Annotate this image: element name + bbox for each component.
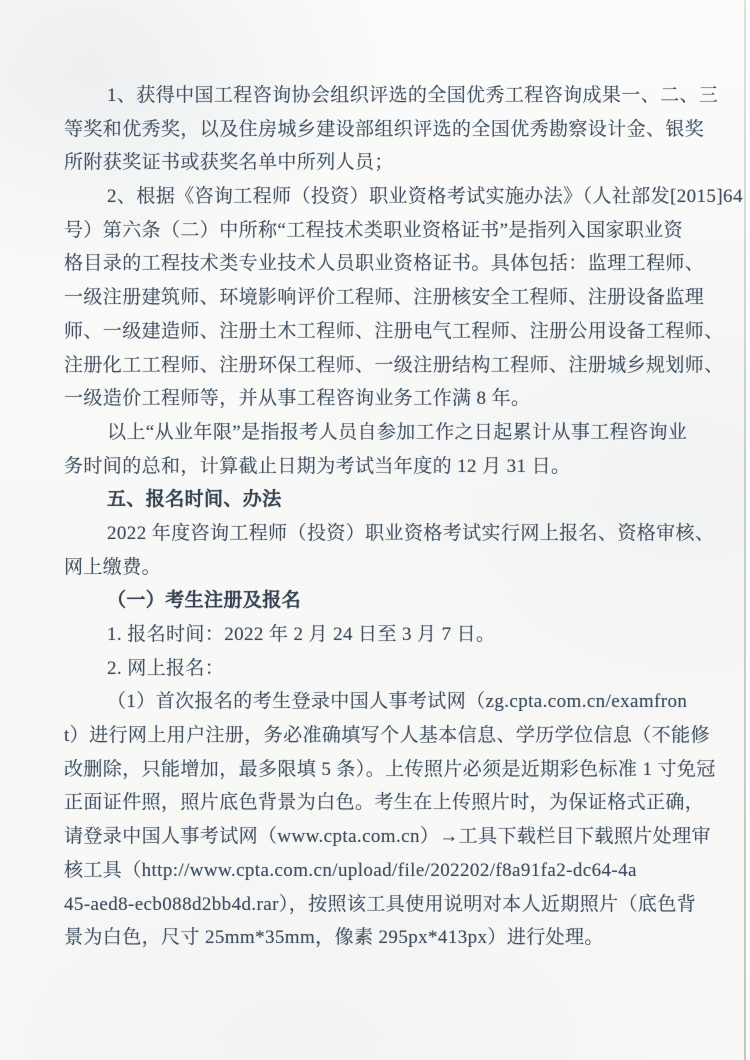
text-line: 改删除，只能增加，最多限填 5 条）。上传照片必须是近期彩色标准 1 寸免冠	[64, 758, 716, 780]
text-line: 2、根据《咨询工程师（投资）职业资格考试实施办法》（人社部发[2015]64	[107, 186, 743, 208]
scan-edge-strip	[746, 0, 750, 1060]
text-line: 请登录中国人事考试网（www.cpta.com.cn）→工具下载栏目下载照片处理审	[64, 826, 711, 848]
text-line: 师、一级建造师、注册土木工程师、注册电气工程师、注册公用设备工程师、	[64, 320, 724, 342]
text-line: 一级注册建筑师、环境影响评价工程师、注册核安全工程师、注册设备监理	[64, 287, 705, 309]
text-line: 1. 报名时间：2022 年 2 月 24 日至 3 月 7 日。	[107, 624, 496, 645]
document-text-block	[64, 79, 743, 955]
text-line: 正面证件照，照片底色背景为白色。考生在上传照片时，为保证格式正确，	[64, 792, 705, 814]
text-line: 务时间的总和，计算截止日期为考试当年度的 12 月 31 日。	[64, 455, 571, 477]
text-line: 等奖和优秀奖，以及住房城乡建设部组织评选的全国优秀勘察设计金、银奖	[64, 118, 705, 140]
text-line: 1、获得中国工程咨询协会组织评选的全国优秀工程咨询成果一、二、三	[107, 85, 719, 106]
text-line: 格目录的工程技术类专业技术人员职业资格证书。具体包括：监理工程师、	[64, 253, 705, 275]
text-line: 2022 年度咨询工程师（投资）职业资格考试实行网上报名、资格审核、	[107, 522, 715, 544]
text-line: t）进行网上用户注册，务必准确填写个人基本信息、学历学位信息（不能修	[64, 725, 710, 747]
text-line: 所附获奖证书或获奖名单中所列人员；	[64, 152, 394, 174]
text-line: （1）首次报名的考生登录中国人事考试网（zg.cpta.com.cn/examfron	[107, 691, 688, 713]
scan-edge-artifact	[744, 0, 746, 1060]
text-line: 以上“从业年限”是指报考人员自参加工作之日起累计从事工程咨询业	[107, 421, 688, 443]
heading-line: 五、报名时间、办法	[107, 489, 282, 511]
text-line: 号）第六条（二）中所称“工程技术类职业资格证书”是指列入国家职业资	[64, 219, 684, 241]
text-line: 45-aed8-ecb088d2bb4d.rar），按照该工具使用说明对本人近期照片（底色背	[64, 893, 697, 915]
text-line: 注册化工工程师、注册环保工程师、一级注册结构工程师、注册城乡规划师、	[64, 354, 724, 376]
text-line: 2. 网上报名：	[107, 657, 225, 679]
text-line: 核工具（http://www.cpta.com.cn/upload/file/202202/f8a91fa2-dc64-4a	[64, 859, 637, 881]
text-line: 景为白色，尺寸 25mm*35mm，像素 295px*413px）进行处理。	[64, 927, 604, 949]
heading-line: （一）考生注册及报名	[107, 590, 302, 612]
text-line: 网上缴费。	[64, 556, 162, 578]
text-line: 一级造价工程师等，并从事工程咨询业务工作满 8 年。	[64, 388, 531, 410]
